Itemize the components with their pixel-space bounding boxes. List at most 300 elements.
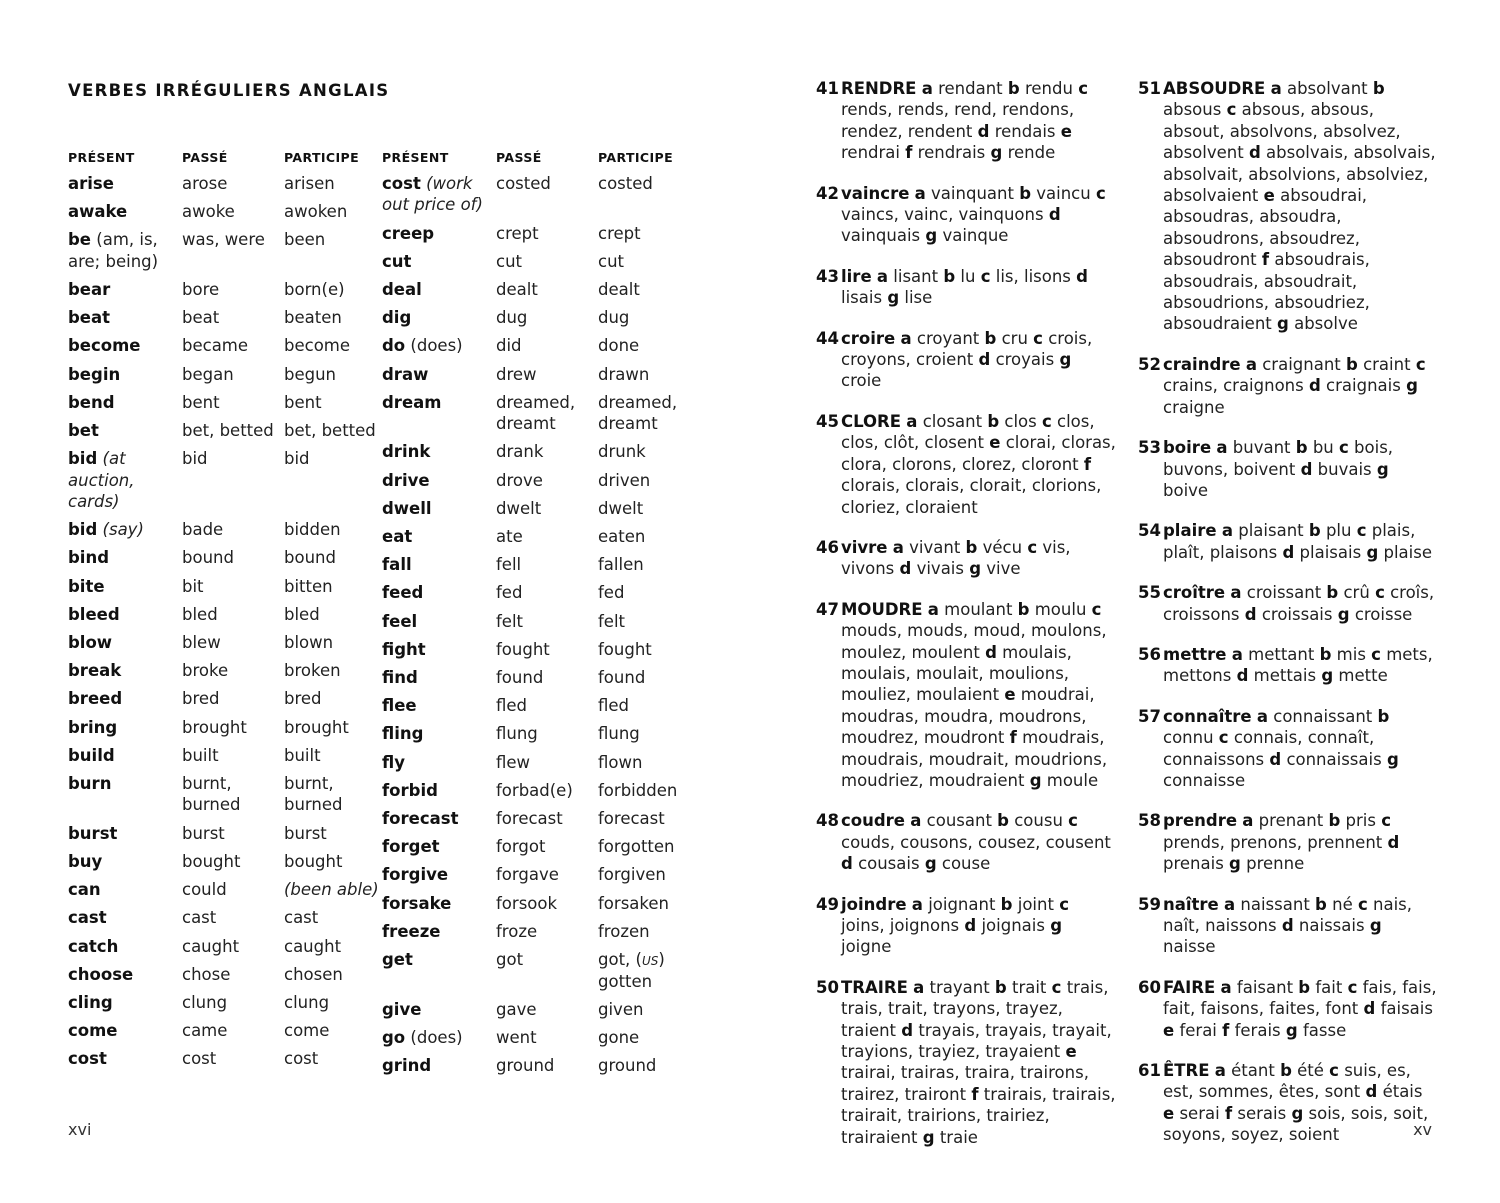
conjugation-entry	[1138, 894, 1438, 958]
tense-key: b	[1019, 183, 1031, 203]
past-cell: flew	[496, 752, 531, 772]
table-row	[68, 547, 380, 575]
tense-key: a	[910, 811, 922, 831]
header-participle: PARTICIPE	[284, 150, 360, 165]
tense-key: f	[1222, 1020, 1230, 1040]
present-cell	[68, 745, 182, 773]
verb-present: dig	[382, 308, 412, 328]
past-cell: froze	[496, 921, 538, 941]
past-cell: found	[496, 668, 544, 688]
tense-forms: bu	[1312, 438, 1334, 458]
verb-present: forgive	[382, 865, 449, 885]
table-row	[382, 695, 708, 723]
participle-cell: given	[598, 999, 644, 1019]
participle-cell: bent	[284, 392, 322, 412]
conjugation-column-1	[816, 78, 1116, 1167]
verb-present: fight	[382, 639, 426, 659]
conjugation-entry	[1138, 977, 1438, 1041]
tense-forms: étais	[1382, 1082, 1423, 1102]
verb-present: bleed	[68, 604, 120, 624]
tense-forms: prenant	[1258, 811, 1324, 831]
present-cell	[68, 717, 182, 745]
past-cell: gave	[496, 999, 537, 1019]
verb-infinitive: croître	[1163, 583, 1226, 603]
present-cell	[68, 364, 182, 392]
conjugation-entry	[816, 328, 1116, 392]
tense-forms: serai	[1179, 1103, 1220, 1123]
tense-forms: joignais	[981, 916, 1045, 935]
verb-present: bid	[68, 449, 98, 469]
tense-key: g	[1386, 749, 1399, 769]
participle-cell: crept	[598, 223, 641, 243]
verb-present: come	[68, 1021, 118, 1041]
verb-infinitive: vivre	[841, 537, 888, 557]
table-row	[68, 201, 380, 229]
participle-cell: felt	[598, 611, 626, 631]
table-row	[382, 921, 708, 949]
verb-present: creep	[382, 223, 435, 243]
entry-number: 53	[1138, 438, 1161, 458]
past-cell: fed	[496, 583, 523, 603]
verb-present: deal	[382, 280, 422, 300]
tense-forms: craignais	[1326, 376, 1401, 396]
conjugation-entry	[1138, 354, 1438, 418]
tense-forms: moulais, moulais, moulait, moulions, mouliez, moulaient	[841, 642, 1072, 705]
past-cell: bit	[182, 576, 204, 596]
verb-present: buy	[68, 851, 103, 871]
participle-cell: burnt, burned	[284, 774, 343, 815]
entry-number: 58	[1138, 811, 1161, 831]
tense-forms: joigne	[841, 937, 892, 957]
verb-present: bend	[68, 392, 115, 412]
tense-key: a	[1220, 977, 1232, 997]
participle-cell: fought	[598, 639, 652, 659]
tense-forms: mets, mettons	[1163, 644, 1433, 686]
participle-cell: fled	[598, 696, 630, 716]
participle-cell: driven	[598, 470, 651, 490]
past-cell: drank	[496, 442, 544, 462]
tense-key: a	[1256, 706, 1269, 726]
tense-key: c	[1042, 411, 1052, 431]
present-cell	[68, 448, 182, 519]
tense-forms: moulant	[944, 599, 1013, 619]
table-row	[68, 745, 380, 773]
present-cell	[382, 780, 496, 808]
present-cell	[68, 773, 182, 823]
verb-present: catch	[68, 936, 119, 956]
tense-forms: croyais	[995, 350, 1055, 370]
past-cell: caught	[182, 936, 240, 956]
participle-cell: caught	[284, 936, 342, 956]
participle-cell: forsaken	[598, 893, 669, 913]
tense-key: c	[1068, 811, 1078, 831]
tense-forms: naisse	[1163, 937, 1216, 957]
tense-key: d	[1281, 916, 1294, 935]
past-cell: drew	[496, 364, 537, 384]
tense-key: e	[1163, 1020, 1175, 1040]
tense-forms: prenais	[1163, 854, 1224, 874]
participle-cell: done	[598, 336, 640, 356]
verb-present: bear	[68, 280, 111, 300]
tense-forms: crois, croyons, croient	[841, 328, 1093, 370]
verb-present: blow	[68, 633, 113, 653]
verb-present: freeze	[382, 921, 441, 941]
tense-key: c	[1356, 521, 1367, 541]
verb-present: fly	[382, 752, 405, 772]
tense-forms: absous, absous, absout, absolvons, absolvez, absolvent	[1163, 100, 1401, 163]
entry-number: 51	[1138, 79, 1161, 98]
table-row	[382, 441, 708, 469]
present-cell	[382, 999, 496, 1027]
past-cell: bought	[182, 851, 241, 871]
conjugation-entry	[1138, 582, 1438, 625]
tense-forms: rendant	[938, 79, 1003, 98]
tense-key: a	[1214, 1061, 1226, 1081]
verb-present: give	[382, 999, 422, 1019]
tense-key: d	[1308, 376, 1321, 396]
tense-key: c	[1078, 79, 1088, 98]
tense-key: g	[1059, 350, 1072, 370]
region-label: us	[641, 950, 659, 970]
verb-rows	[68, 173, 380, 1077]
tense-key: f	[1224, 1103, 1233, 1123]
participle-cell: eaten	[598, 527, 646, 547]
verb-note: (does)	[410, 336, 463, 356]
table-row	[68, 936, 380, 964]
conjugation-column-2	[1138, 78, 1438, 1165]
tense-key: g	[1376, 459, 1389, 479]
table-row	[68, 907, 380, 935]
verb-present: grind	[382, 1056, 432, 1076]
table-row	[382, 836, 708, 864]
past-cell: burnt, burned	[182, 774, 241, 815]
tense-forms: absous	[1163, 100, 1222, 120]
past-cell: fled	[496, 696, 528, 716]
entry-number: 52	[1138, 354, 1161, 374]
conjugation-entry	[1138, 644, 1438, 687]
tense-forms: lu	[960, 266, 976, 286]
verb-note: (work out price of)	[382, 174, 483, 215]
past-cell: bound	[182, 548, 234, 568]
tense-forms: plais, plaît, plaisons	[1163, 521, 1416, 562]
present-cell	[382, 526, 496, 554]
tense-key: c	[1339, 438, 1349, 458]
past-cell: ate	[496, 527, 523, 547]
verb-present: forecast	[382, 809, 459, 829]
past-cell: did	[496, 336, 522, 356]
verb-present: fall	[382, 555, 412, 575]
table-row	[68, 964, 380, 992]
past-cell: awoke	[182, 202, 235, 222]
present-cell	[68, 519, 182, 547]
tense-forms: vivant	[909, 537, 961, 557]
tense-forms: rendu	[1024, 79, 1073, 98]
participle-cell: forgiven	[598, 865, 666, 885]
tense-forms: vaincs, vainc, vainquons	[841, 205, 1044, 225]
participle-cell: fed	[598, 583, 625, 603]
past-cell: arose	[182, 174, 228, 193]
participle-cell: bid	[284, 449, 310, 469]
table-row	[382, 808, 708, 836]
verb-infinitive: ÊTRE	[1163, 1061, 1210, 1081]
past-cell: was, were	[182, 230, 265, 250]
header-present: PRÉSENT	[68, 150, 135, 165]
verb-infinitive: RENDRE	[841, 79, 917, 98]
past-cell: became	[182, 336, 249, 356]
tense-key: g	[924, 854, 937, 874]
tense-forms: crû	[1343, 583, 1370, 603]
present-cell	[382, 364, 496, 392]
past-cell: bore	[182, 280, 220, 300]
present-cell	[68, 879, 182, 907]
past-cell: beat	[182, 308, 220, 328]
table-row	[68, 879, 380, 907]
tense-key: f	[1009, 728, 1017, 748]
conjugation-entry	[816, 411, 1116, 518]
tense-forms: vécu	[982, 537, 1023, 557]
tense-key: g	[1277, 314, 1289, 334]
tense-forms: vainquant	[931, 183, 1014, 203]
present-cell	[382, 836, 496, 864]
tense-key: g	[1369, 916, 1382, 935]
tense-key: b	[1319, 644, 1332, 664]
verb-present: do	[382, 336, 406, 356]
entry-number: 45	[816, 411, 839, 431]
conjugation-entry	[816, 183, 1116, 247]
conjugation-entry	[1138, 520, 1438, 563]
verb-infinitive: mettre	[1163, 644, 1227, 664]
verb-infinitive: vaincre	[841, 183, 910, 203]
tense-key: b	[1377, 706, 1390, 726]
tense-forms: clos	[1004, 411, 1037, 431]
past-cell: felt	[496, 611, 524, 631]
entry-number: 43	[816, 266, 839, 286]
table-row	[382, 893, 708, 921]
participle-cell: bitten	[284, 576, 333, 596]
tense-key: c	[1226, 100, 1237, 120]
tense-forms: né	[1332, 894, 1353, 914]
tense-forms: croisse	[1354, 604, 1413, 624]
table-row	[382, 639, 708, 667]
past-cell: cost	[182, 1049, 217, 1069]
tense-forms: naissais	[1298, 916, 1365, 935]
present-cell	[68, 688, 182, 716]
tense-forms: absolvant	[1286, 79, 1368, 98]
entry-number: 57	[1138, 706, 1161, 726]
present-cell	[68, 173, 182, 201]
tense-forms: ferais	[1234, 1020, 1281, 1040]
tense-forms: serais	[1237, 1103, 1287, 1123]
verb-present: burn	[68, 774, 112, 794]
tense-key: d	[978, 350, 991, 370]
verb-present: choose	[68, 964, 134, 984]
past-cell: costed	[496, 174, 551, 193]
present-cell	[382, 808, 496, 836]
verb-infinitive: boire	[1163, 438, 1212, 458]
tense-key: a	[1231, 644, 1243, 664]
verb-infinitive: MOUDRE	[841, 599, 923, 619]
verb-present: drink	[382, 442, 431, 462]
tense-key: e	[1263, 186, 1275, 206]
tense-forms: rende	[1007, 143, 1056, 163]
table-row	[68, 448, 380, 519]
present-cell	[382, 864, 496, 892]
table-row	[382, 554, 708, 582]
verb-present: cost	[68, 1049, 107, 1069]
present-cell	[382, 392, 496, 442]
conjugation-entry	[816, 894, 1116, 958]
verb-present: can	[68, 880, 101, 900]
tense-forms: moulu	[1034, 599, 1087, 619]
tense-forms: naissant	[1240, 894, 1310, 914]
table-row	[68, 576, 380, 604]
verb-infinitive: CLORE	[841, 411, 902, 431]
tense-key: g	[1366, 542, 1379, 562]
tense-forms: faisant	[1236, 977, 1294, 997]
participle-cell: cut	[598, 251, 624, 271]
tense-key: b	[1372, 79, 1385, 98]
tense-forms: mette	[1338, 666, 1388, 686]
tense-forms: suis, es, est, sommes, êtes, sont	[1163, 1061, 1411, 1102]
present-cell	[382, 667, 496, 695]
tense-key: c	[1329, 1061, 1339, 1081]
present-cell	[382, 173, 496, 223]
past-cell: dealt	[496, 280, 538, 300]
present-cell	[382, 307, 496, 335]
present-cell	[382, 695, 496, 723]
participle-cell: dealt	[598, 280, 640, 300]
verb-present: feed	[382, 583, 424, 603]
table-row	[68, 335, 380, 363]
past-cell: blew	[182, 633, 221, 653]
tense-forms: craigne	[1163, 397, 1225, 417]
tense-key: d	[1236, 666, 1249, 686]
present-cell	[382, 752, 496, 780]
tense-forms: absoudrai, absoudras, absoudra, absoudrons, absoudrez, absoudront	[1163, 186, 1368, 270]
past-cell: drove	[496, 470, 543, 490]
table-row	[68, 364, 380, 392]
tense-forms: croissant	[1246, 583, 1322, 603]
verb-present: get	[382, 950, 413, 970]
tense-forms: rendrai	[841, 143, 900, 163]
tense-key: a	[906, 411, 918, 431]
tense-key: a	[927, 599, 939, 619]
tense-forms: closant	[922, 411, 983, 431]
participle-cell: chosen	[284, 964, 343, 984]
tense-forms: plaisant	[1238, 521, 1304, 541]
past-cell: came	[182, 1021, 228, 1041]
table-row	[68, 519, 380, 547]
tense-forms: joignant	[928, 894, 996, 914]
tense-forms: trairais, trairais, trairait, trairions, trairiez, trairaient	[841, 1084, 1116, 1147]
past-cell: dwelt	[496, 498, 542, 518]
table-row	[382, 223, 708, 251]
verb-present: bid	[68, 520, 98, 540]
tense-key: c	[1059, 894, 1069, 914]
header-present: PRÉSENT	[382, 150, 449, 165]
header-past: PASSÉ	[496, 150, 542, 165]
tense-key: d	[964, 916, 977, 935]
tense-forms: croîs, croissons	[1163, 583, 1435, 624]
past-cell: bled	[182, 604, 218, 624]
tense-key: b	[1007, 79, 1020, 98]
table-header-row	[382, 150, 708, 173]
verb-infinitive: connaître	[1163, 706, 1252, 726]
tense-forms: vaincu	[1036, 183, 1091, 203]
past-cell: forecast	[496, 809, 563, 829]
present-cell	[382, 582, 496, 610]
past-cell: forbad(e)	[496, 780, 573, 800]
tense-forms: joins, joignons	[841, 916, 960, 935]
tense-forms: étant	[1231, 1061, 1275, 1081]
present-cell	[68, 392, 182, 420]
tense-key: c	[980, 266, 991, 286]
verb-present: be	[68, 230, 92, 250]
participle-cell: bound	[284, 548, 336, 568]
tense-key: c	[1218, 728, 1229, 748]
table-header-row	[68, 150, 380, 173]
tense-forms: vainque	[942, 226, 1009, 246]
present-cell	[382, 723, 496, 751]
tense-forms: clorais, clorais, clorait, clorions, cloriez, cloraient	[841, 476, 1102, 517]
entry-number: 49	[816, 894, 839, 914]
tense-key: g	[887, 288, 900, 308]
tense-key: g	[1337, 604, 1350, 624]
tense-forms: connaissant	[1273, 706, 1373, 726]
table-row	[68, 717, 380, 745]
table-row	[382, 864, 708, 892]
verb-present: feel	[382, 611, 418, 631]
present-cell	[68, 420, 182, 448]
tense-forms: mettant	[1248, 644, 1315, 664]
verb-infinitive: lire	[841, 266, 872, 286]
tense-key: b	[1000, 894, 1013, 914]
tense-key: d	[1282, 542, 1295, 562]
tense-forms: connaisse	[1163, 770, 1246, 790]
past-cell: cast	[182, 908, 217, 928]
verb-infinitive: craindre	[1163, 354, 1241, 374]
tense-forms: fais, fais, fait, faisons, faites, font	[1163, 977, 1437, 1019]
tense-forms: moule	[1046, 770, 1099, 790]
entry-number: 41	[816, 79, 839, 98]
tense-forms: couds, cousons, cousez, cousent	[841, 832, 1111, 852]
tense-key: a	[1224, 894, 1236, 914]
tense-key: d	[985, 642, 997, 662]
verb-present: bring	[68, 717, 118, 737]
participle-cell: frozen	[598, 921, 650, 941]
verb-infinitive: joindre	[841, 894, 907, 914]
tense-key: e	[1163, 1103, 1175, 1123]
participle-cell: clung	[284, 992, 330, 1012]
past-cell: began	[182, 364, 234, 384]
participle-cell: bidden	[284, 520, 341, 540]
tense-key: g	[1321, 666, 1334, 686]
tense-key: g	[1406, 376, 1418, 396]
tense-key: c	[1027, 537, 1038, 557]
tense-key: c	[1371, 644, 1381, 664]
verb-present: break	[68, 661, 122, 681]
table-row	[382, 1027, 708, 1055]
verb-present: arise	[68, 174, 114, 193]
tense-key: g	[1291, 1103, 1304, 1123]
conjugation-entry	[1138, 437, 1438, 501]
participle-cell: burst	[284, 823, 327, 843]
page-title: VERBES IRRÉGULIERS ANGLAIS	[68, 81, 390, 100]
past-cell: forgot	[496, 837, 546, 857]
tense-forms: craignant	[1262, 354, 1341, 374]
past-cell: could	[182, 880, 227, 900]
verb-present: dwell	[382, 498, 432, 518]
